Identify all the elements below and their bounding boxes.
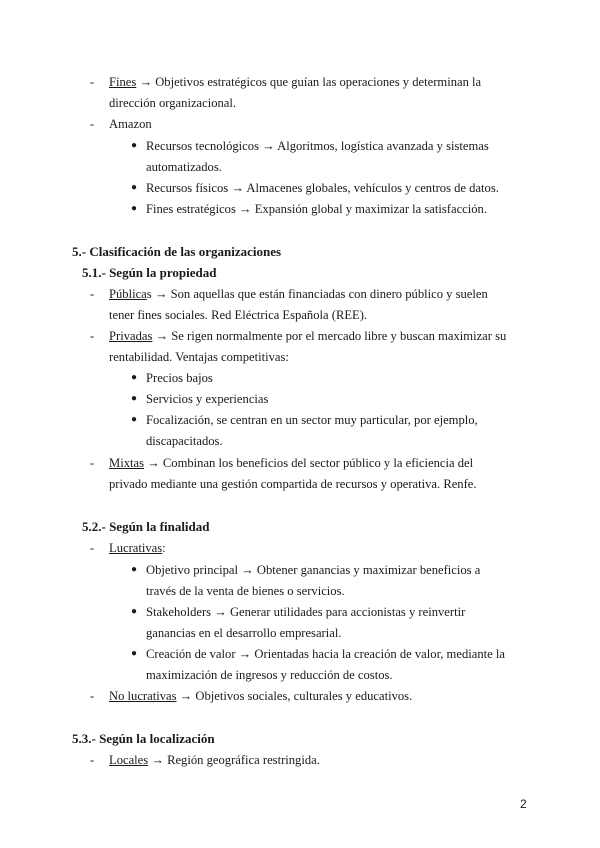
subsection-heading-5-2: 5.2.- Según la finalidad bbox=[82, 519, 210, 534]
dash-marker: - bbox=[90, 689, 95, 703]
list-item: Objetivo principal → Obtener ganancias y maximizar beneficios a bbox=[146, 563, 481, 577]
dash-marker: - bbox=[90, 541, 95, 555]
mixtas-text-line2: privado mediante una gestión compartida de recursos y operativa. Renfe. bbox=[109, 477, 477, 491]
bullet-icon: ● bbox=[131, 393, 138, 404]
list-item: Focalización, se centran en un sector muy particular, por ejemplo, bbox=[146, 413, 478, 427]
lucrativas-suffix: : bbox=[162, 541, 166, 555]
bullet-icon: ● bbox=[131, 648, 138, 659]
list-item-cont: automatizados. bbox=[146, 160, 222, 174]
privadas-text-line1: Se rigen normalmente por el mercado libre y buscan maximizar su bbox=[168, 329, 507, 343]
no-lucrativas-text: Objetivos sociales, culturales y educativos. bbox=[192, 689, 413, 703]
list-item: Recursos tecnológicos → Algoritmos, logística avanzada y sistemas bbox=[146, 139, 489, 153]
bullet-icon: ● bbox=[131, 372, 138, 383]
term-locales: Locales bbox=[109, 753, 149, 767]
arrow-icon: → bbox=[155, 329, 169, 343]
bullet-icon: ● bbox=[131, 414, 138, 425]
arrow-icon: → bbox=[147, 456, 160, 470]
term-lucrativas: Lucrativas bbox=[109, 541, 163, 555]
list-item: Precios bajos bbox=[146, 371, 213, 385]
term-publicas: Pública bbox=[109, 287, 147, 301]
list-item-cont: discapacitados. bbox=[146, 434, 223, 448]
dash-marker: - bbox=[90, 456, 95, 470]
list-item-publicas bbox=[109, 284, 488, 304]
list-item: Servicios y experiencias bbox=[146, 392, 269, 406]
dash-marker: - bbox=[90, 75, 95, 89]
list-item-cont: maximización de ingresos y reducción de costos. bbox=[146, 668, 393, 682]
term-mixtas: Mixtas bbox=[109, 456, 144, 470]
list-item-lucrativas bbox=[109, 538, 166, 558]
list-item: Creación de valor → Orientadas hacia la creación de valor, mediante la bbox=[146, 647, 505, 661]
bullet-icon: ● bbox=[131, 182, 138, 193]
subsection-heading-5-1: 5.1.- Según la propiedad bbox=[82, 265, 217, 280]
publicas-text-line2: tener fines sociales. Red Eléctrica Española (REE). bbox=[109, 308, 368, 322]
term-privadas: Privadas bbox=[109, 329, 153, 343]
subsection-heading-5-3: 5.3.- Según la localización bbox=[72, 731, 215, 746]
list-item-privadas bbox=[109, 326, 506, 346]
list-item-cont: ganancias en el desarrollo empresarial. bbox=[146, 626, 342, 640]
section-heading-5: 5.- Clasificación de las organizaciones bbox=[72, 244, 282, 259]
arrow-icon: → bbox=[179, 689, 193, 703]
list-item-cont: través de la venta de bienes o servicios. bbox=[146, 584, 345, 598]
list-item-mixtas bbox=[109, 453, 473, 473]
bullet-icon: ● bbox=[131, 140, 138, 151]
term-fines: Fines bbox=[109, 75, 137, 89]
bullet-icon: ● bbox=[131, 564, 138, 575]
list-item-fines bbox=[109, 72, 481, 92]
bullet-icon: ● bbox=[131, 606, 138, 617]
locales-text: Región geográfica restringida. bbox=[163, 753, 320, 767]
dash-marker: - bbox=[90, 753, 95, 767]
arrow-icon: → bbox=[154, 287, 168, 301]
dash-marker: - bbox=[90, 287, 95, 301]
privadas-text-line2: rentabilidad. Ventajas competitivas: bbox=[109, 350, 289, 364]
arrow-icon: → bbox=[139, 75, 153, 89]
publicas-text-line1: Son aquellas que están financiadas con dinero público y suelen bbox=[167, 287, 488, 301]
list-item-no-lucrativas bbox=[109, 686, 412, 706]
term-publicas-suffix: s bbox=[146, 287, 152, 301]
term-no-lucrativas: No lucrativas bbox=[109, 689, 177, 703]
list-item: Fines estratégicos → Expansión global y maximizar la satisfacción. bbox=[146, 202, 487, 216]
page-number: 2 bbox=[520, 797, 527, 811]
arrow-icon: → bbox=[151, 753, 164, 767]
fines-text-line2: dirección organizacional. bbox=[109, 96, 237, 110]
list-item-locales bbox=[109, 750, 320, 770]
mixtas-text-line1: Combinan los beneficios del sector público y la eficiencia del bbox=[159, 456, 474, 470]
dash-marker: - bbox=[90, 117, 95, 131]
bullet-icon: ● bbox=[131, 203, 138, 214]
list-item-amazon: Amazon bbox=[109, 117, 152, 131]
dash-marker: - bbox=[90, 329, 95, 343]
list-item: Stakeholders → Generar utilidades para accionistas y reinvertir bbox=[146, 605, 466, 619]
list-item: Recursos físicos → Almacenes globales, vehículos y centros de datos. bbox=[146, 181, 499, 195]
fines-text-line1: Objetivos estratégicos que guían las operaciones y determinan la bbox=[152, 75, 482, 89]
